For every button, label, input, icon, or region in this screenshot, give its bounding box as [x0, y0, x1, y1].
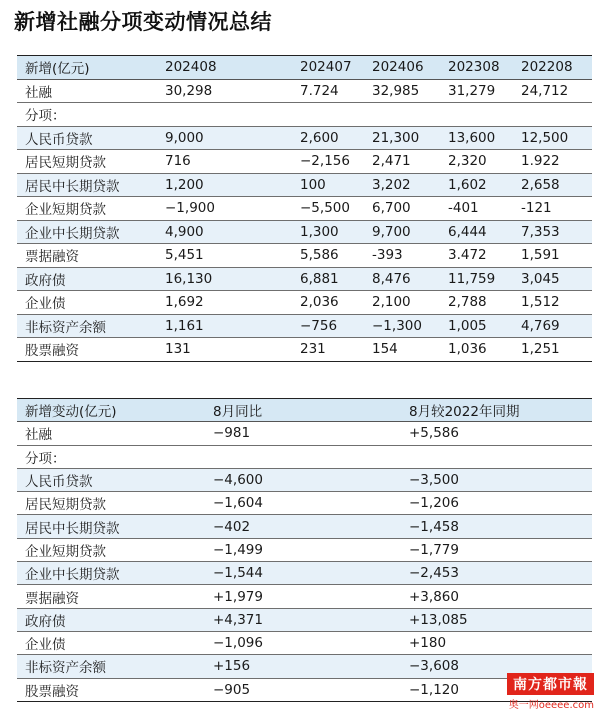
table-cell: 1,036: [440, 338, 513, 362]
table-row: [17, 338, 592, 362]
table-cell: 1,251: [513, 338, 592, 362]
table-cell: 2,036: [292, 291, 364, 315]
table-cell: [157, 103, 292, 127]
table-cell: −2,156: [292, 150, 364, 174]
row-label: 企业短期贷款: [17, 197, 157, 221]
table-cell: −1,604: [205, 492, 401, 515]
table-cell: 13,600: [440, 126, 513, 150]
row-label: 企业债: [17, 291, 157, 315]
table-cell: 1,602: [440, 173, 513, 197]
table-cell: +156: [205, 655, 401, 678]
column-header: 新增(亿元): [17, 56, 157, 80]
table-cell: 12,500: [513, 126, 592, 150]
table-cell: 9,000: [157, 126, 292, 150]
table-cell: −402: [205, 515, 401, 538]
row-label: 分项：: [17, 103, 157, 127]
table-cell: +1,979: [205, 585, 401, 608]
table-cell: -401: [440, 197, 513, 221]
row-label: 居民中长期贷款: [17, 515, 205, 538]
row-label: 企业债: [17, 631, 205, 654]
row-label: 人民币贷款: [17, 126, 157, 150]
table-row: [17, 585, 592, 608]
table-cell: 24,712: [513, 79, 592, 103]
row-label: 股票融资: [17, 678, 205, 701]
table-cell: -121: [513, 197, 592, 221]
table-cell: 4,900: [157, 220, 292, 244]
table-row: [17, 291, 592, 315]
row-label: 分项：: [17, 445, 205, 468]
table-cell: −1,499: [205, 538, 401, 561]
table-row: [17, 631, 592, 654]
row-label: 票据融资: [17, 585, 205, 608]
table-cell: 716: [157, 150, 292, 174]
table-cell: 4,769: [513, 314, 592, 338]
table-cell: 6,881: [292, 267, 364, 291]
table-cell: −3,500: [401, 468, 592, 491]
table-cell: 7.724: [292, 79, 364, 103]
table-cell: +180: [401, 631, 592, 654]
table-row: [17, 244, 592, 268]
table-cell: 3,045: [513, 267, 592, 291]
table-cell: 1.922: [513, 150, 592, 174]
table-row: [17, 492, 592, 515]
column-header: 新增变动(亿元): [17, 399, 205, 422]
table-cell: 1,512: [513, 291, 592, 315]
table-cell: 1,200: [157, 173, 292, 197]
table-row: [17, 655, 592, 678]
table-cell: 31,279: [440, 79, 513, 103]
table-cell: −1,900: [157, 197, 292, 221]
table-cell: −981: [205, 422, 401, 445]
table-cell: −2,453: [401, 562, 592, 585]
social-financing-table: [17, 55, 592, 362]
table-cell: 2,100: [364, 291, 440, 315]
table-cell: −5,500: [292, 197, 364, 221]
column-header: 202406: [364, 56, 440, 80]
column-header: 202408: [157, 56, 292, 80]
table-cell: −756: [292, 314, 364, 338]
table-cell: 9,700: [364, 220, 440, 244]
table-cell: −1,300: [364, 314, 440, 338]
column-header: 8月较2022年同期: [401, 399, 592, 422]
table-cell: [364, 103, 440, 127]
table-cell: +4,371: [205, 608, 401, 631]
row-label: 居民中长期贷款: [17, 173, 157, 197]
table-cell: 1,161: [157, 314, 292, 338]
table-cell: −1,779: [401, 538, 592, 561]
row-label: 居民短期贷款: [17, 150, 157, 174]
table-row: [17, 468, 592, 491]
row-label: 企业中长期贷款: [17, 562, 205, 585]
table-row: [17, 538, 592, 561]
table-cell: +13,085: [401, 608, 592, 631]
table-cell: -393: [364, 244, 440, 268]
table-cell: 6,700: [364, 197, 440, 221]
table-cell: +5,586: [401, 422, 592, 445]
table-row: [17, 103, 592, 127]
column-header: 202308: [440, 56, 513, 80]
table-cell: 2,471: [364, 150, 440, 174]
table-row: [17, 422, 592, 445]
table-cell: −1,120: [401, 678, 592, 701]
table-row: [17, 267, 592, 291]
table-cell: 32,985: [364, 79, 440, 103]
website-label: 奥一网oeeee.com: [508, 700, 594, 711]
table-cell: [401, 445, 592, 468]
table-cell: −1,206: [401, 492, 592, 515]
column-header: 202407: [292, 56, 364, 80]
table-row: [17, 197, 592, 221]
table-cell: 8,476: [364, 267, 440, 291]
row-label: 居民短期贷款: [17, 492, 205, 515]
page-title: 新增社融分项变动情况总结: [14, 10, 272, 34]
table-cell: −1,096: [205, 631, 401, 654]
table-row: [17, 173, 592, 197]
row-label: 非标资产余额: [17, 655, 205, 678]
table-cell: 16,130: [157, 267, 292, 291]
table-row: [17, 79, 592, 103]
table-cell: [513, 103, 592, 127]
table-cell: [292, 103, 364, 127]
table-row: [17, 126, 592, 150]
table-cell: 11,759: [440, 267, 513, 291]
table-cell: 1,300: [292, 220, 364, 244]
table-row: [17, 445, 592, 468]
newspaper-logo: 南方都市報: [507, 673, 594, 695]
table-row: [17, 608, 592, 631]
table-row: [17, 314, 592, 338]
change-table: [17, 398, 592, 702]
table-cell: 2,320: [440, 150, 513, 174]
table-row: [17, 515, 592, 538]
table-cell: 231: [292, 338, 364, 362]
table-cell: −1,458: [401, 515, 592, 538]
table-cell: +3,860: [401, 585, 592, 608]
row-label: 人民币贷款: [17, 468, 205, 491]
table-header-row: [17, 399, 592, 422]
table-cell: −1,544: [205, 562, 401, 585]
table-cell: 2,600: [292, 126, 364, 150]
table-cell: 1,692: [157, 291, 292, 315]
table-header-row: [17, 56, 592, 80]
row-label: 企业中长期贷款: [17, 220, 157, 244]
table-cell: 1,005: [440, 314, 513, 338]
row-label: 非标资产余额: [17, 314, 157, 338]
row-label: 股票融资: [17, 338, 157, 362]
table-row: [17, 678, 592, 701]
row-label: 企业短期贷款: [17, 538, 205, 561]
table-cell: 131: [157, 338, 292, 362]
table-cell: 154: [364, 338, 440, 362]
table-cell: 6,444: [440, 220, 513, 244]
table-cell: 100: [292, 173, 364, 197]
table-row: [17, 562, 592, 585]
table-cell: 21,300: [364, 126, 440, 150]
table-row: [17, 220, 592, 244]
watermark: [507, 673, 594, 711]
table-cell: [205, 445, 401, 468]
row-label: 社融: [17, 422, 205, 445]
table-cell: [440, 103, 513, 127]
table-cell: −4,600: [205, 468, 401, 491]
table-cell: 2,788: [440, 291, 513, 315]
table-cell: 5,451: [157, 244, 292, 268]
column-header: 8月同比: [205, 399, 401, 422]
table-cell: 30,298: [157, 79, 292, 103]
table-cell: 7,353: [513, 220, 592, 244]
column-header: 202208: [513, 56, 592, 80]
table-cell: −905: [205, 678, 401, 701]
table-cell: 1,591: [513, 244, 592, 268]
table-cell: 2,658: [513, 173, 592, 197]
row-label: 票据融资: [17, 244, 157, 268]
table-cell: 3,202: [364, 173, 440, 197]
row-label: 社融: [17, 79, 157, 103]
table-cell: −3,608: [401, 655, 592, 678]
row-label: 政府债: [17, 608, 205, 631]
table-cell: 3.472: [440, 244, 513, 268]
row-label: 政府债: [17, 267, 157, 291]
table-cell: 5,586: [292, 244, 364, 268]
table-row: [17, 150, 592, 174]
